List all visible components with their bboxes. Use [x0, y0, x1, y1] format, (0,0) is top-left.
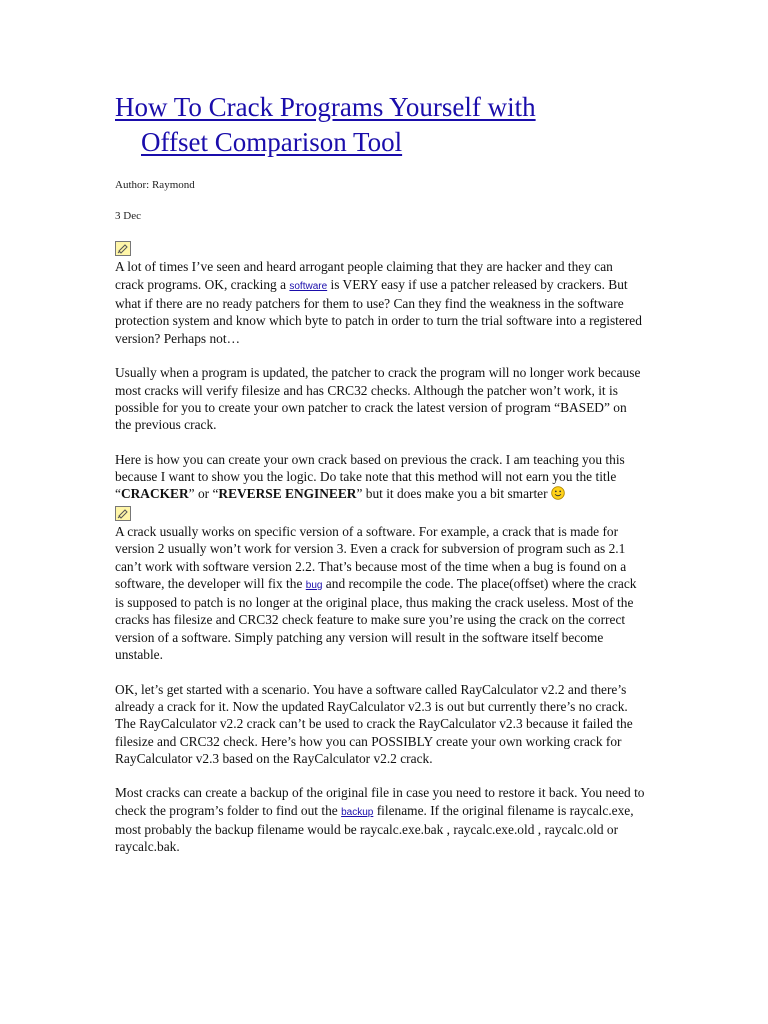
paragraph-4-text-a: A crack usually works on specific version of a software. For example, a crack that is made for version 2 usually won’t work for version 3. Even a crack for subversion of program such as 2.1 can’t work with software version 2.2. That’s because most of the time when a bug is found on a software, the developer will fix the — [115, 524, 627, 591]
title-line-1[interactable]: How To Crack Programs Yourself with — [115, 92, 536, 122]
broken-image-icon — [115, 506, 131, 521]
date-line: 3 Dec — [115, 210, 141, 222]
paragraph-2: Usually when a program is updated, the patcher to crack the program will no longer work because most cracks will verify filesize and has CRC32 checks. Although the patcher won’t work, it is possible for you to create your own patcher to crack the latest version of program “BASED” on the previous crack. — [115, 365, 641, 433]
cracker-term: CRACKER — [120, 486, 189, 502]
paragraph-1-text-b: is VERY easy if use a patcher released by crackers. But what if there are no ready patchers for them to use? Can they find the weakness in the software protection system and know which byte to patch in order to turn the trial software into a registered version? Perhaps not… — [115, 276, 642, 346]
article-body — [115, 240, 645, 873]
reverse-engineer-term: REVERSE ENGINEER — [218, 486, 357, 502]
article-title[interactable] — [115, 90, 675, 160]
paragraph-4-text-b: and recompile the code. The place(offset) where the crack is supposed to patch is no longer at the original place, thus making the crack useless. Most of the cracks has filesize and CRC32 check feature to make sure you’re using the crack on the correct version of a software. Simply patching any version will result in the software itself become unstable. — [115, 575, 637, 663]
paragraph-6-text-b: filename. If the original filename is raycalc.exe, most probably the backup filename would be raycalc.exe.bak , raycalc.exe.old , raycalc.old or raycalc.bak. — [115, 802, 634, 855]
paragraph-3-text-b: ” or “ — [188, 486, 219, 502]
broken-image-icon — [115, 241, 131, 256]
title-line-2[interactable]: Offset Comparison Tool — [141, 127, 403, 157]
bug-link[interactable]: bug — [305, 579, 323, 591]
paragraph-3 — [115, 451, 645, 505]
paragraph-5: OK, let’s get started with a scenario. You have a software called RayCalculator v2.2 and there’s already a crack for it. Now the updated RayCalculator v2.3 is out but currently there’s no crack. The RayCalculator v2.2 crack can’t be used to crack the RayCalculator v2.3 because it failed the filesize and CRC32 check. Here’s how you can POSSIBLY create your own working crack for RayCalculator v2.3 based on the RayCalculator v2.2 crack. — [115, 681, 633, 766]
paragraph-6 — [115, 784, 645, 855]
image-placeholder-row — [115, 240, 645, 258]
paragraph-1 — [115, 258, 645, 346]
paragraph-3-text-a: Here is how you can create your own crack based on previous the crack. I am teaching you this because I want to show you the logic. Do take note that this method will not earn you the title “ — [115, 451, 625, 502]
backup-link[interactable]: backup — [341, 806, 374, 818]
paragraph-1-text-a: A lot of times I’ve seen and heard arrogant people claiming that they are hacker and they can crack programs. OK, cracking a — [115, 259, 613, 292]
author-line: Author: Raymond — [115, 179, 195, 191]
smiley-icon — [551, 486, 565, 504]
paragraph-6-text-a: Most cracks can create a backup of the original file in case you need to restore it back. You need to check the program’s folder to find out the — [115, 785, 645, 818]
image-placeholder-row-2 — [115, 505, 645, 523]
paragraph-4 — [115, 523, 645, 663]
paragraph-3-text-c: ” but it does make you a bit smarter — [356, 486, 551, 502]
software-link[interactable]: software — [289, 280, 328, 292]
